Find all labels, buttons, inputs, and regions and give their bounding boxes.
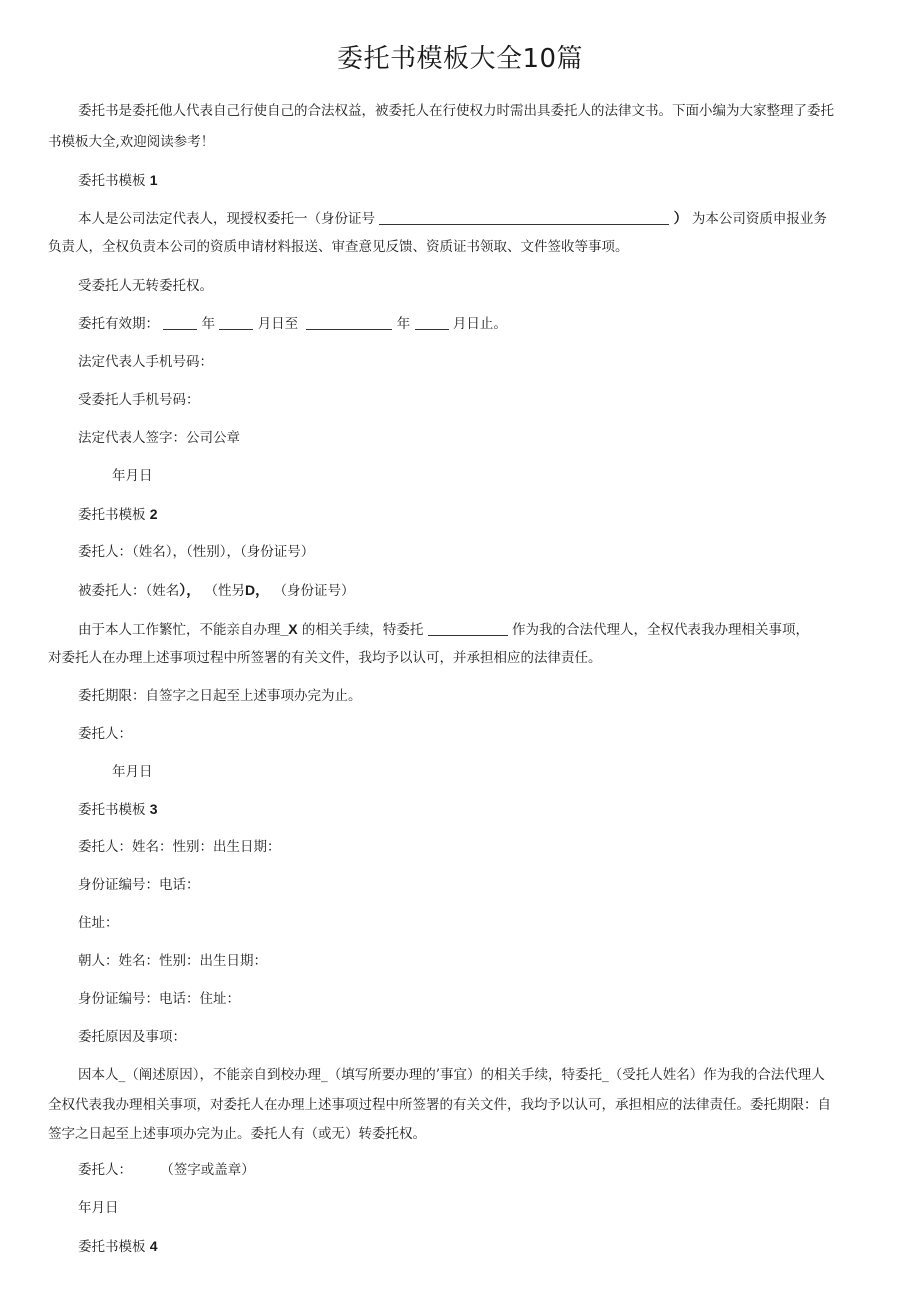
template-3-body-line-2: 全权代表我办理相关事项，对委托人在办理上述事项过程中所签署的有关文件，我均予以认可，承担相应的法律责任。委托期限：自: [48, 1097, 831, 1113]
month-day-end-label: 月日止。: [452, 316, 507, 332]
template-2-body-line-2: 对委托人在办理上述事项过程中所签署的有关文件，我均予以认可，并承担相应的法律责任。: [48, 650, 602, 666]
template-3-heading: [78, 800, 158, 819]
template-2-body: [78, 620, 809, 639]
year-label: 年: [396, 316, 411, 332]
text-segment: 本人是公司法定代表人，现授权委托一（身份证号: [78, 211, 375, 227]
text-segment: D，: [245, 582, 270, 598]
template-2-agent: [78, 581, 354, 600]
text-segment: （身份证号）: [273, 583, 355, 599]
template-1-paragraph-1: [78, 209, 827, 228]
validity-label: 委托有效期：: [78, 316, 159, 332]
template-3-principal: 委托人：姓名：性别：出生日期：: [78, 839, 281, 855]
text-segment: ），: [179, 582, 201, 598]
template-2-date: 年月日: [112, 764, 153, 780]
blank: [415, 315, 449, 330]
blank: [163, 315, 197, 330]
heading-text: 委托书模板: [78, 1239, 146, 1255]
sign-note: （签字或盖章）: [160, 1162, 255, 1178]
template-3-body-line-3: 签字之日起至上述事项办完为止。委托人有（或无）转委托权。: [48, 1126, 426, 1142]
heading-number: 2: [149, 506, 158, 522]
blank: [219, 315, 253, 330]
template-3-agent-id: 身份证编号：电话：住址：: [78, 991, 240, 1007]
paren-close: ）: [673, 210, 688, 226]
template-4-heading: [78, 1237, 158, 1256]
document-title: 委托书模板大全10篇: [336, 44, 584, 74]
template-3-principal-sign: [78, 1161, 255, 1179]
year-label: 年: [201, 316, 216, 332]
heading-text: 委托书模板: [78, 173, 146, 189]
text-segment: （性另: [204, 583, 246, 599]
template-3-date: 年月日: [78, 1200, 119, 1216]
text-segment: 为本公司资质申报业务: [691, 211, 827, 227]
blank: [306, 315, 392, 330]
template-2-principal-sign: 委托人：: [78, 726, 132, 742]
text-segment: 被委托人：（姓名: [78, 583, 180, 599]
template-1-heading: [78, 171, 158, 190]
template-3-body-line-1: 因本人_（阐述原因），不能亲自到校办理_（填写所要办理的’事宜）的相关手续，特委托_（受托人姓名）作为我的合法代理人: [78, 1067, 825, 1083]
template-2-principal: 委托人：（姓名），（性别），（身份证号）: [78, 544, 315, 560]
heading-text: 委托书模板: [78, 507, 146, 523]
template-1-paragraph-1-line-2: 负责人，全权负责本公司的资质申请材料报送、审查意见反馈、资质证书领取、文件签收等事项。: [48, 239, 629, 255]
heading-number: 3: [149, 801, 158, 817]
template-2-period: 委托期限：自签字之日起至上述事项办完为止。: [78, 688, 362, 704]
template-3-address: 住址：: [78, 915, 119, 931]
agent-name-blank: [428, 621, 508, 636]
intro-line-2: 书模板大全,欢迎阅读参考！: [48, 134, 215, 150]
template-1-legal-phone: 法定代表人手机号码：: [78, 354, 213, 370]
intro-line-1: 委托书是委托他人代表自己行使自己的合法权益，被委托人在行使权力时需出具委托人的法律文书。下面小编为大家整理了委托: [78, 103, 834, 119]
heading-text: 委托书模板: [78, 802, 146, 818]
text-segment: 作为我的合法代理人，全权代表我办理相关事项，: [512, 622, 810, 638]
template-1-agent-phone: 受委托人手机号码：: [78, 392, 200, 408]
template-1-validity: [78, 315, 507, 333]
template-1-date: 年月日: [112, 468, 153, 484]
template-3-agent: 朝人：姓名：性别：出生日期：: [78, 953, 267, 969]
month-day-to-label: 月日至: [257, 316, 299, 332]
template-1-signature: 法定代表人签字：公司公章: [78, 430, 240, 446]
text-segment: 的相关手续，特委托: [301, 622, 424, 638]
template-3-reason: 委托原因及事项：: [78, 1029, 186, 1045]
template-1-no-transfer: 受委托人无转委托权。: [78, 278, 213, 294]
text-segment: 由于本人工作繁忙，不能亲自办理: [78, 622, 281, 638]
heading-number: 4: [149, 1238, 158, 1254]
text-segment: 委托人：: [78, 1162, 132, 1178]
text-segment: _X: [280, 621, 298, 637]
template-2-heading: [78, 505, 158, 524]
template-3-id-phone: 身份证编号：电话：: [78, 877, 200, 893]
id-number-blank: [379, 210, 669, 225]
heading-number: 1: [149, 172, 158, 188]
